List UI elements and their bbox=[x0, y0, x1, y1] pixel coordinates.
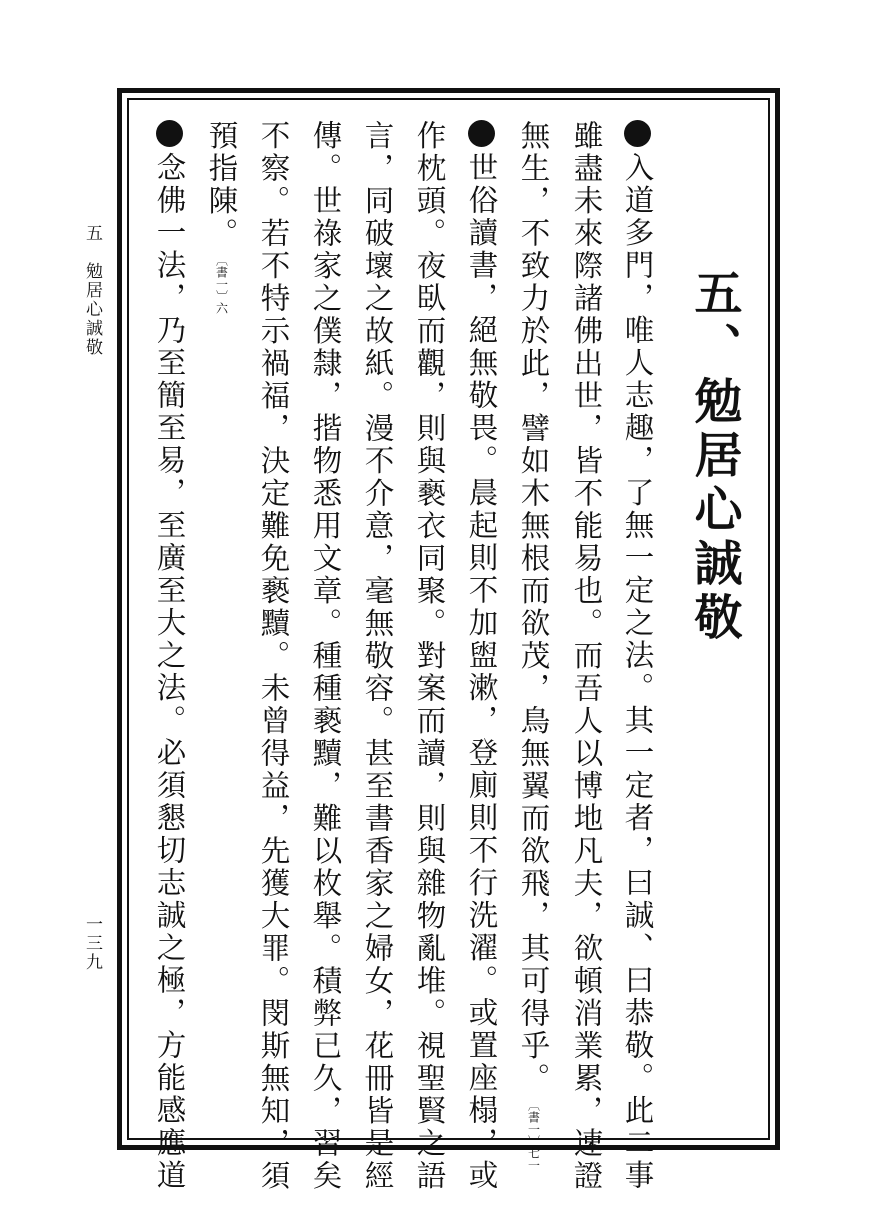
text-line-content: 作枕頭。夜臥而觀，則與褻衣同聚。對案而讀，則與雜物亂堆。視聖賢之語 bbox=[412, 120, 447, 1193]
text-line-7 bbox=[308, 120, 343, 1193]
text-line-9 bbox=[204, 120, 239, 318]
text-line-content: 世俗讀書，絕無敬畏。晨起則不加盥漱，登廁則不行洗濯。或置座榻，或 bbox=[464, 152, 499, 1192]
text-line-8 bbox=[256, 120, 291, 1193]
source-note: 〔書一〕六 bbox=[214, 254, 229, 314]
text-line-content: 念佛一法，乃至簡至易，至廣至大之法。必須懇切志誠之極，方能感應道 bbox=[152, 152, 187, 1192]
bullet-icon bbox=[468, 120, 495, 147]
chapter-running-head: 五 勉居心誠敬 bbox=[82, 224, 102, 357]
text-line-content: 傳。世祿家之僕隸，揩物悉用文章。種種褻黷，難以枚舉。積弊已久，習矣 bbox=[308, 120, 343, 1193]
bullet-icon bbox=[156, 120, 183, 147]
text-line-content: 預指陳。 bbox=[204, 120, 239, 250]
page-number: 一三九 bbox=[82, 915, 102, 972]
text-line-5 bbox=[412, 120, 447, 1193]
text-line-content: 無生，不致力於此，譬如木無根而欲茂，鳥無翼而欲飛，其可得乎。 bbox=[516, 120, 551, 1095]
text-line-content: 不察。若不特示禍福，決定難免褻黷。未曾得益，先獲大罪。閔斯無知，須 bbox=[256, 120, 291, 1193]
source-note: 〔書一〕七一 bbox=[526, 1099, 541, 1171]
text-line-4 bbox=[464, 120, 499, 1192]
text-line-1 bbox=[620, 120, 655, 1192]
text-line-content: 雖盡未來際諸佛出世，皆不能易也。而吾人以博地凡夫，欲頓消業累，速證 bbox=[569, 120, 604, 1193]
bullet-icon bbox=[624, 120, 651, 147]
chapter-title: 五、勉居心誠敬 bbox=[686, 268, 742, 646]
text-line-3 bbox=[516, 120, 551, 1175]
text-line-content: 言，同破壞之故紙。漫不介意，毫無敬容。甚至書香家之婦女，花冊皆是經 bbox=[360, 120, 395, 1193]
text-line-content: 入道多門，唯人志趣，了無一定之法。其一定者，曰誠、曰恭敬。此二事 bbox=[620, 152, 655, 1192]
text-line-6 bbox=[360, 120, 395, 1193]
text-line-10 bbox=[152, 120, 187, 1192]
text-line-2 bbox=[569, 120, 604, 1193]
